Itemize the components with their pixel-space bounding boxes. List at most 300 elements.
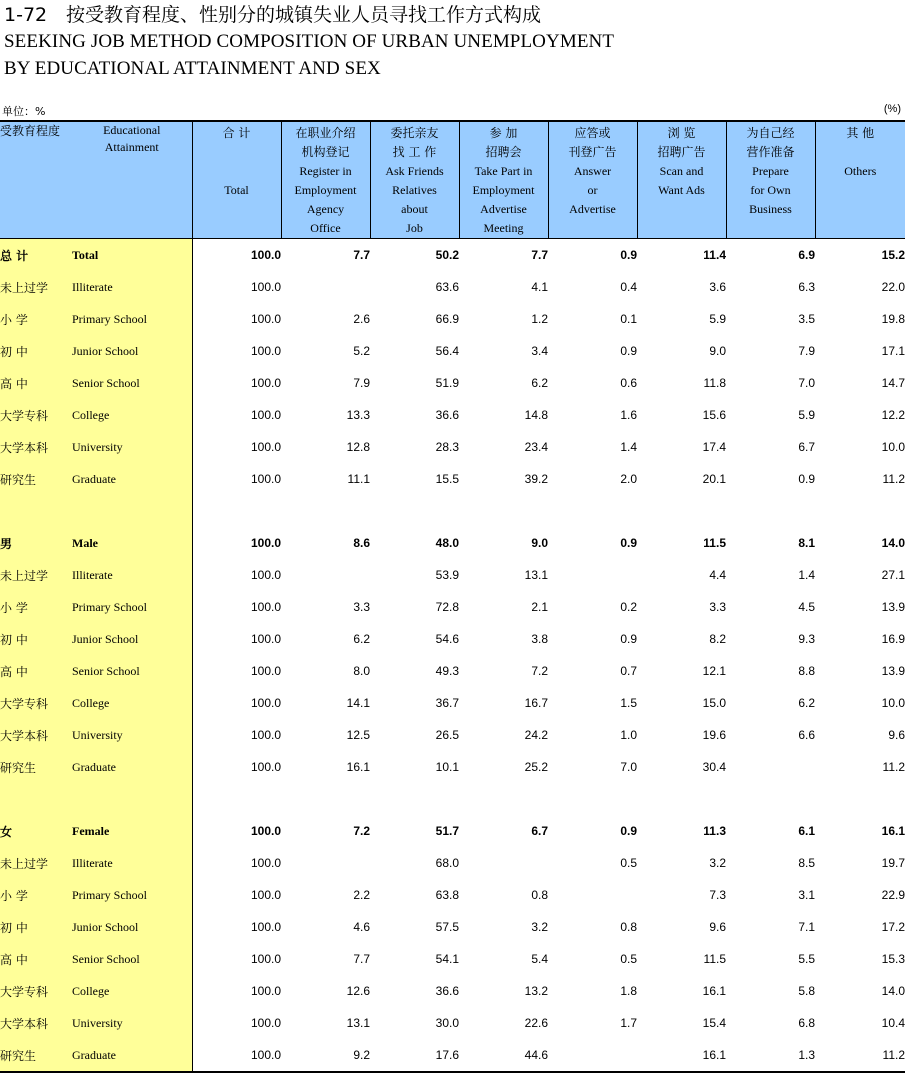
cell-value: 14.0 (881, 536, 905, 550)
table-total-row (0, 527, 905, 559)
spacer-cell-en (72, 783, 192, 815)
cell-value: 24.2 (524, 728, 548, 742)
cell-value: 12.5 (346, 728, 370, 742)
cell-value: 11.8 (703, 376, 726, 390)
cell-value: 0.9 (798, 472, 815, 486)
row-label-cn: 小 学 (0, 303, 72, 335)
cell-value: 36.7 (435, 696, 459, 710)
cell-value: 6.7 (798, 440, 815, 454)
cell-value: 5.9 (798, 408, 815, 422)
header-col-content (816, 122, 905, 181)
cell-value: 54.6 (435, 632, 459, 646)
header-col-content (460, 122, 548, 238)
cell-value: 5.9 (709, 312, 726, 326)
cell-value: 11.5 (703, 952, 726, 966)
header-col-en: Employment (472, 183, 535, 197)
cell-value: 23.4 (524, 440, 548, 454)
row-label-en: University (72, 719, 192, 751)
cell-value: 1.0 (620, 728, 637, 742)
cell-value: 0.5 (620, 952, 637, 966)
unit-row (0, 103, 905, 119)
cell-value: 100.0 (250, 984, 281, 998)
header-edu-en (72, 121, 192, 239)
cell-value: 11.3 (703, 824, 726, 838)
cell-value: 100.0 (250, 536, 281, 550)
header-col-cn: 刊登广告 (568, 145, 617, 159)
spacer-cell-en (72, 495, 192, 527)
header-col-cn: 其 他 (846, 126, 875, 140)
cell-value: 1.4 (798, 568, 815, 582)
header-col-content (549, 122, 637, 219)
cell-value: 13.1 (346, 1016, 370, 1030)
cell-value: 2.2 (353, 888, 370, 902)
cell-value: 6.3 (798, 280, 815, 294)
row-label-en: University (72, 1007, 192, 1039)
cell-value: 100.0 (250, 888, 281, 902)
cell-value: 0.5 (620, 856, 637, 870)
cell-value: 13.9 (881, 664, 905, 678)
cell-value: 26.5 (435, 728, 459, 742)
row-label-cn: 未上过学 (0, 559, 72, 591)
cell-value: 72.8 (435, 600, 459, 614)
header-col-en: Relatives (392, 183, 437, 197)
cell-value: 10.0 (881, 440, 905, 454)
header-col-cn: 为自己经 (746, 126, 795, 140)
header-col-en: Prepare (752, 164, 789, 178)
cell-value: 0.2 (620, 600, 637, 614)
header-col-en: Employment (294, 183, 357, 197)
cell-value: 8.8 (798, 664, 815, 678)
cell-value: 25.2 (524, 760, 548, 774)
row-label-en: Primary School (72, 591, 192, 623)
cell-value: 3.6 (709, 280, 726, 294)
cell-value: 7.7 (531, 248, 548, 262)
row-label-en: Senior School (72, 943, 192, 975)
row-label-cn: 总 计 (0, 239, 72, 272)
cell-value: 6.9 (798, 248, 815, 262)
title-english-line-1: SEEKING JOB METHOD COMPOSITION OF URBAN UNEMPLOYMENT (4, 31, 615, 52)
cell-value: 16.1 (881, 824, 905, 838)
row-label-en: University (72, 431, 192, 463)
cell-value: 27.1 (881, 568, 905, 582)
spacer-cell (459, 783, 548, 815)
header-col-3 (459, 121, 548, 239)
cell-value: 11.5 (703, 536, 726, 550)
cell-value: 9.3 (798, 632, 815, 646)
title-chinese (4, 2, 614, 28)
row-label-cn: 研究生 (0, 463, 72, 495)
cell-value: 17.6 (370, 1039, 459, 1072)
row-label-en: Junior School (72, 623, 192, 655)
cell-value: 11.2 (815, 1039, 905, 1072)
cell-value: 8.6 (353, 536, 370, 550)
table-row (0, 719, 905, 751)
header-col-en: Want Ads (658, 183, 705, 197)
header-col-cn: 应答或 (574, 126, 611, 140)
cell-value: 6.1 (798, 824, 815, 838)
header-col-cn: 委托亲友 (390, 126, 439, 140)
header-col-en: Take Part in (474, 164, 533, 178)
header-row (0, 121, 905, 239)
cell-value: 48.0 (435, 536, 459, 550)
cell-value: 0.8 (531, 888, 548, 902)
cell-value (548, 559, 637, 591)
cell-value: 16.1 (637, 1039, 726, 1072)
cell-value: 20.1 (702, 472, 726, 486)
cell-value: 44.6 (459, 1039, 548, 1072)
spacer-cell (370, 495, 459, 527)
cell-value: 3.5 (798, 312, 815, 326)
spacer-cell (548, 495, 637, 527)
row-label-en: Primary School (72, 303, 192, 335)
header-col-cn: 营作准备 (746, 145, 795, 159)
cell-value: 11.2 (882, 472, 905, 486)
header-col-4 (548, 121, 637, 239)
cell-value: 7.7 (353, 952, 370, 966)
cell-value: 9.6 (888, 728, 905, 742)
cell-value: 100.0 (250, 1016, 281, 1030)
header-col-2 (370, 121, 459, 239)
cell-value: 0.6 (620, 376, 637, 390)
row-label-cn: 女 (0, 815, 72, 847)
header-col-en: Business (749, 202, 792, 216)
cell-value: 100.0 (250, 696, 281, 710)
header-col-1 (281, 121, 370, 239)
cell-value: 10.0 (881, 696, 905, 710)
cell-value: 100.0 (250, 856, 281, 870)
cell-value: 3.4 (531, 344, 548, 358)
unit-label: 单位：% (2, 105, 46, 118)
title-english-line-2: BY EDUCATIONAL ATTAINMENT AND SEX (4, 58, 381, 79)
header-col-en: Answer (573, 164, 612, 178)
cell-value: 56.4 (435, 344, 459, 358)
cell-value: 3.2 (531, 920, 548, 934)
header-col-content (371, 122, 459, 238)
header-col-en: Office (310, 221, 341, 235)
header-col-cn: 浏 览 (667, 126, 696, 140)
cell-value: 100.0 (250, 760, 281, 774)
cell-value: 1.2 (531, 312, 548, 326)
row-label-cn: 大学本科 (0, 1007, 72, 1039)
cell-value: 13.9 (881, 600, 905, 614)
spacer-cell (637, 495, 726, 527)
cell-value: 4.1 (531, 280, 548, 294)
header-col-0 (192, 121, 281, 239)
cell-value: 5.4 (531, 952, 548, 966)
cell-value: 0.8 (620, 920, 637, 934)
header-col-en: Register in (299, 164, 352, 178)
table-row (0, 463, 905, 495)
row-label-cn: 未上过学 (0, 271, 72, 303)
spacer-cell (281, 783, 370, 815)
cell-value: 6.7 (531, 824, 548, 838)
header-col-cn: 找 工 作 (392, 145, 437, 159)
cell-value (281, 559, 370, 591)
cell-value: 9.6 (709, 920, 726, 934)
row-label-en: Illiterate (72, 271, 192, 303)
cell-value: 6.6 (798, 728, 815, 742)
spacer-cell (726, 495, 815, 527)
cell-value: 28.3 (435, 440, 459, 454)
table-row (0, 687, 905, 719)
row-label-en: College (72, 687, 192, 719)
cell-value: 11.2 (882, 760, 905, 774)
data-table (0, 120, 905, 1073)
cell-value: 3.3 (353, 600, 370, 614)
cell-value: 12.8 (346, 440, 370, 454)
table-row (0, 751, 905, 783)
table-row (0, 943, 905, 975)
header-col-en: Scan and (659, 164, 704, 178)
cell-value: 15.2 (881, 248, 905, 262)
cell-value: 100.0 (250, 952, 281, 966)
title-cn-text: 按受教育程度、性别分的城镇失业人员寻找工作方式构成 (66, 4, 542, 26)
cell-value: 0.1 (620, 312, 637, 326)
spacer-cell (192, 783, 281, 815)
cell-value: 100.0 (250, 568, 281, 582)
cell-value: 100.0 (250, 472, 281, 486)
cell-value: 15.4 (702, 1016, 726, 1030)
cell-value: 8.2 (709, 632, 726, 646)
cell-value (548, 879, 637, 911)
spacer-cell (459, 495, 548, 527)
table-body (0, 239, 905, 1073)
header-edu-en-line: Attainment (104, 140, 159, 154)
cell-value: 16.1 (346, 760, 370, 774)
header-edu-cn: 受教育程度 (0, 121, 72, 239)
cell-value: 8.1 (798, 536, 815, 550)
cell-value: 0.7 (620, 664, 637, 678)
header-col-5 (637, 121, 726, 239)
table-total-row (0, 815, 905, 847)
cell-value: 1.5 (620, 696, 637, 710)
cell-value: 4.6 (353, 920, 370, 934)
row-label-cn: 初 中 (0, 623, 72, 655)
cell-value: 5.5 (798, 952, 815, 966)
cell-value: 63.8 (435, 888, 459, 902)
cell-value: 50.2 (435, 248, 459, 262)
cell-value: 7.9 (798, 344, 815, 358)
cell-value: 53.9 (435, 568, 459, 582)
cell-value: 100.0 (250, 440, 281, 454)
table-row (0, 879, 905, 911)
row-label-en: Primary School (72, 879, 192, 911)
header-col-en-block (193, 143, 281, 200)
cell-value (548, 1039, 637, 1072)
row-label-cn: 初 中 (0, 911, 72, 943)
row-label-cn: 大学专科 (0, 687, 72, 719)
spacer-cell (548, 783, 637, 815)
cell-value: 1.8 (620, 984, 637, 998)
cell-value: 19.8 (881, 312, 905, 326)
header-col-cn: 参 加 (489, 126, 518, 140)
cell-value (726, 751, 815, 783)
row-label-cn: 大学专科 (0, 399, 72, 431)
cell-value: 100.0 (250, 600, 281, 614)
title-block (4, 2, 614, 82)
cell-value: 100.0 (250, 664, 281, 678)
cell-value: 17.2 (881, 920, 905, 934)
spacer-cell (815, 783, 905, 815)
cell-value: 0.9 (620, 344, 637, 358)
cell-value: 2.1 (531, 600, 548, 614)
row-label-cn: 高 中 (0, 943, 72, 975)
cell-value: 19.6 (702, 728, 726, 742)
header-col-en: or (587, 183, 598, 197)
row-label-cn: 男 (0, 527, 72, 559)
table-total-row (0, 239, 905, 272)
table-row (0, 911, 905, 943)
cell-value (281, 847, 370, 879)
header-col-en: about (401, 202, 428, 216)
row-label-en: Graduate (72, 1039, 192, 1072)
cell-value: 2.6 (353, 312, 370, 326)
row-label-en: College (72, 399, 192, 431)
cell-value: 14.7 (881, 376, 905, 390)
cell-value: 22.0 (881, 280, 905, 294)
cell-value: 15.3 (881, 952, 905, 966)
cell-value: 36.6 (435, 984, 459, 998)
cell-value: 15.0 (702, 696, 726, 710)
row-label-cn: 高 中 (0, 655, 72, 687)
cell-value: 14.1 (346, 696, 370, 710)
header-edu-en-line: Educational (103, 123, 161, 137)
header-col-en: Ask Friends (385, 164, 444, 178)
spacer-cell (370, 783, 459, 815)
cell-value: 3.3 (709, 600, 726, 614)
cell-value: 14.0 (881, 984, 905, 998)
spacer-cell (815, 495, 905, 527)
table-row (0, 1039, 905, 1072)
header-col-cn: 招聘会 (485, 145, 522, 159)
cell-value: 2.0 (620, 472, 637, 486)
cell-value: 17.1 (881, 344, 905, 358)
row-label-en: Illiterate (72, 847, 192, 879)
cell-value: 7.7 (353, 248, 370, 262)
cell-value: 0.9 (620, 248, 637, 262)
row-label-cn: 研究生 (0, 751, 72, 783)
table-row (0, 303, 905, 335)
cell-value: 3.1 (798, 888, 815, 902)
row-label-en: Illiterate (72, 559, 192, 591)
cell-value: 10.4 (881, 1016, 905, 1030)
header-col-en: Others (844, 164, 877, 178)
row-label-en: Total (72, 239, 192, 272)
cell-value: 16.7 (524, 696, 548, 710)
cell-value: 57.5 (435, 920, 459, 934)
row-label-cn: 初 中 (0, 335, 72, 367)
cell-value: 7.9 (353, 376, 370, 390)
spacer-cell (637, 783, 726, 815)
unit-percent: (%) (883, 103, 901, 115)
cell-value: 8.0 (353, 664, 370, 678)
cell-value: 7.0 (620, 760, 637, 774)
cell-value: 39.2 (524, 472, 548, 486)
row-label-en: Senior School (72, 655, 192, 687)
cell-value: 36.6 (435, 408, 459, 422)
cell-value: 13.1 (524, 568, 548, 582)
cell-value: 11.4 (703, 248, 726, 262)
table-row (0, 591, 905, 623)
cell-value: 9.0 (709, 344, 726, 358)
row-label-en: Junior School (72, 335, 192, 367)
cell-value: 100.0 (192, 1039, 281, 1072)
row-label-cn: 小 学 (0, 879, 72, 911)
cell-value: 4.5 (798, 600, 815, 614)
header-col-en: Meeting (483, 221, 524, 235)
cell-value: 100.0 (250, 920, 281, 934)
header-col-7 (815, 121, 905, 239)
row-label-en: Senior School (72, 367, 192, 399)
spacer-cell (281, 495, 370, 527)
cell-value: 30.4 (702, 760, 726, 774)
cell-value: 51.7 (435, 824, 459, 838)
cell-value: 100.0 (250, 376, 281, 390)
spacer-cell-cn (0, 783, 72, 815)
section-spacer (0, 495, 905, 527)
cell-value: 22.6 (524, 1016, 548, 1030)
header-col-content (282, 122, 370, 238)
cell-value: 100.0 (250, 280, 281, 294)
cell-value: 15.6 (702, 408, 726, 422)
cell-value: 7.1 (798, 920, 815, 934)
cell-value: 15.5 (435, 472, 459, 486)
cell-value: 1.4 (620, 440, 637, 454)
cell-value: 5.8 (798, 984, 815, 998)
header-col-en: Agency (306, 202, 345, 216)
cell-value: 63.6 (435, 280, 459, 294)
cell-value: 7.3 (709, 888, 726, 902)
cell-value: 54.1 (435, 952, 459, 966)
cell-value: 3.8 (531, 632, 548, 646)
cell-value: 0.4 (620, 280, 637, 294)
cell-value: 49.3 (435, 664, 459, 678)
cell-value: 100.0 (250, 408, 281, 422)
row-label-en: Graduate (72, 463, 192, 495)
header-col-en: Advertise (569, 202, 616, 216)
row-label-cn: 大学专科 (0, 975, 72, 1007)
cell-value: 100.0 (250, 312, 281, 326)
cell-value: 100.0 (250, 344, 281, 358)
header-col-cn: 机构登记 (301, 145, 350, 159)
table-row (0, 399, 905, 431)
cell-value: 11.1 (347, 472, 370, 486)
header-col-content (638, 122, 726, 200)
cell-value: 51.9 (435, 376, 459, 390)
cell-value: 8.5 (798, 856, 815, 870)
row-label-en: Graduate (72, 751, 192, 783)
table-row (0, 431, 905, 463)
cell-value: 100.0 (250, 824, 281, 838)
spacer-cell (726, 783, 815, 815)
row-label-cn: 大学本科 (0, 431, 72, 463)
cell-value: 6.2 (798, 696, 815, 710)
table-row (0, 559, 905, 591)
cell-value: 17.4 (702, 440, 726, 454)
cell-value: 6.2 (353, 632, 370, 646)
cell-value: 10.1 (435, 760, 459, 774)
cell-value: 68.0 (435, 856, 459, 870)
table-row (0, 367, 905, 399)
table-row (0, 847, 905, 879)
cell-value: 0.9 (620, 824, 637, 838)
table-row (0, 335, 905, 367)
cell-value: 66.9 (435, 312, 459, 326)
cell-value: 6.8 (798, 1016, 815, 1030)
section-spacer (0, 783, 905, 815)
cell-value: 6.2 (531, 376, 548, 390)
header-col-cn: 招聘广告 (657, 145, 706, 159)
